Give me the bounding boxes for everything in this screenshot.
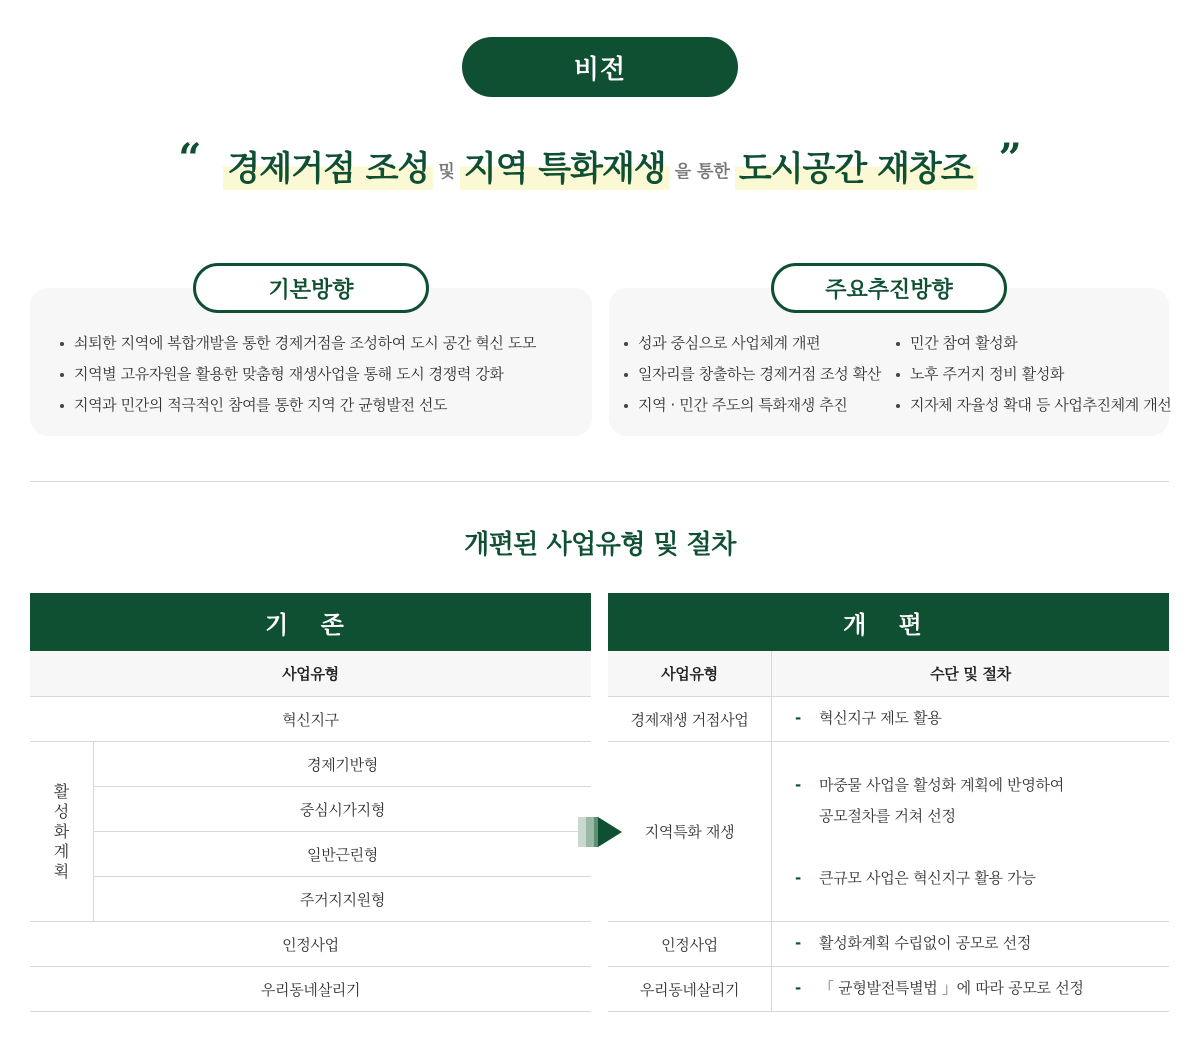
basic-direction-title: 기본방향: [193, 263, 429, 313]
reform-row-regional-procedure-2: [795, 863, 1036, 894]
column-divider: [771, 651, 772, 921]
reform-row-regional-type: 지역특화 재생: [644, 823, 735, 841]
section-divider: [30, 481, 1169, 482]
dash-marker: -: [795, 934, 801, 952]
dash-marker: -: [795, 869, 801, 887]
existing-row-village: 우리동네살리기: [260, 980, 361, 999]
row-divider: [30, 1011, 591, 1012]
reform-col-header-procedure: 수단 및 절차: [772, 651, 1169, 696]
vision-pill: 비전: [462, 37, 738, 97]
reform-row-village-procedure: [795, 973, 1084, 1004]
list-item: 성과 중심으로 사업체계 개편: [624, 328, 881, 359]
vision-connector-through: 을 통한: [674, 161, 730, 182]
procedure-text: 큰규모 사업은 혁신지구 활용 가능: [819, 869, 1036, 887]
list-item: 노후 주거지 정비 활성화: [896, 359, 1171, 390]
main-direction-list-2: [896, 328, 1171, 421]
existing-row-neighborhood: 일반근린형: [307, 845, 378, 864]
dash-marker: -: [795, 979, 801, 997]
existing-row-economic-base: 경제기반형: [307, 755, 378, 774]
reform-col-header-type: 사업유형: [608, 651, 771, 696]
list-item: 일자리를 창출하는 경제거점 조성 확산: [624, 359, 881, 390]
reform-table-header: 개 편: [608, 593, 1169, 651]
procedure-line: 마중물 사업을 활성화 계획에 반영하여: [819, 776, 1064, 794]
procedure-text: [819, 770, 1064, 832]
vision-phrase-urban-space: 도시공간 재창조: [735, 141, 977, 190]
procedure-text: 「 균형발전특별법 」에 따라 공모로 선정: [819, 979, 1084, 997]
reform-row-economic-procedure: [795, 703, 941, 734]
existing-row-innovation: 혁신지구: [282, 710, 339, 729]
list-item: 지역별 고유자원을 활용한 맞춤형 재생사업을 통해 도시 경쟁력 강화: [60, 359, 536, 390]
list-item: 지역 · 민간 주도의 특화재생 추진: [624, 390, 881, 421]
vision-phrase-regional-regen: 지역 특화재생: [460, 141, 670, 190]
dash-marker: -: [795, 709, 801, 727]
procedure-text: 활성화계획 수립없이 공모로 선정: [819, 934, 1032, 952]
reform-row-certified-procedure: [795, 928, 1031, 959]
reform-row-village-type: 우리동네살리기: [639, 980, 740, 999]
open-quote: “: [178, 134, 202, 182]
procedure-text: 혁신지구 제도 활용: [819, 709, 942, 727]
vision-phrase-economic-hub: 경제거점 조성: [223, 141, 433, 190]
existing-col-header: 사업유형: [30, 651, 591, 696]
section-title: 개편된 사업유형 및 절차: [464, 530, 736, 560]
row-divider: [608, 1011, 1169, 1012]
reform-row-regional-procedure-1: [795, 770, 1064, 832]
list-item: 쇠퇴한 지역에 복합개발을 통한 경제거점을 조성하여 도시 공간 혁신 도모: [60, 328, 536, 359]
main-direction-list-1: [624, 328, 881, 421]
group-label-char: 화: [53, 821, 70, 841]
list-item: 지역과 민간의 적극적인 참여를 통한 지역 간 균형발전 선도: [60, 390, 536, 421]
group-label-char: 계: [53, 841, 70, 861]
group-label-char: 성: [53, 801, 70, 821]
procedure-line: 공모절차를 거쳐 선정: [819, 807, 956, 825]
reform-row-certified-type: 인정사업: [661, 935, 718, 954]
reform-row-economic-type: 경제재생 거점사업: [630, 710, 749, 729]
group-label-char: 획: [53, 861, 70, 881]
existing-group-label: [30, 742, 93, 921]
basic-direction-list: [60, 328, 536, 421]
close-quote: ”: [998, 134, 1022, 182]
dash-marker: -: [795, 776, 801, 794]
list-item: 지자체 자율성 확대 등 사업추진체계 개선: [896, 390, 1171, 421]
group-label-char: 활: [53, 781, 70, 801]
list-item: 민간 참여 활성화: [896, 328, 1171, 359]
existing-row-downtown: 중심시가지형: [299, 800, 386, 819]
existing-row-residential: 주거지지원형: [299, 890, 386, 909]
main-direction-title: 주요추진방향: [771, 263, 1007, 313]
existing-table-header: 기 존: [30, 593, 591, 651]
vision-connector-and: 및: [438, 161, 455, 182]
existing-row-certified: 인정사업: [282, 935, 339, 954]
vision-statement: [0, 135, 1200, 195]
